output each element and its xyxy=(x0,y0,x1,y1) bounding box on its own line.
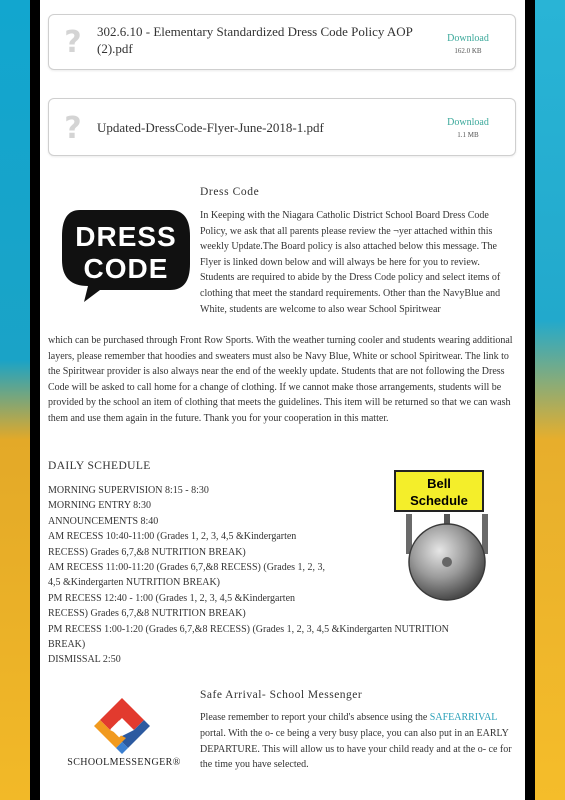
section-title-dress-code: Dress Code xyxy=(200,186,260,198)
file-attachment-card[interactable] xyxy=(48,14,516,70)
schedule-line: DISMISSAL 2:50 xyxy=(48,654,121,666)
schedule-line: AM RECESS 10:40-11:00 (Grades 1, 2, 3, 4,5 &Kindergarten xyxy=(48,531,297,543)
bell-label-line2: Schedule xyxy=(410,493,468,508)
bell-label-line1: Bell xyxy=(427,476,451,491)
schedule-line: MORNING SUPERVISION 8:15 - 8:30 xyxy=(48,485,209,496)
file-name[interactable]: 302.6.10 - Elementary Standardized Dress Code Policy AOP (2).pdf xyxy=(97,24,413,56)
file-size: 162.0 KB xyxy=(454,47,482,55)
school-messenger-wordmark: SCHOOLMESSENGER® xyxy=(67,757,181,768)
page-content xyxy=(40,0,525,800)
background-left-scene xyxy=(0,0,30,800)
download-area[interactable] xyxy=(433,117,503,141)
question-mark-icon: ? xyxy=(64,25,82,60)
dress-logo-line2: CODE xyxy=(83,253,169,284)
question-mark-icon: ? xyxy=(64,111,82,146)
schedule-line: RECESS) Grades 6,7,&8 NUTRITION BREAK) xyxy=(48,546,246,558)
download-link[interactable]: Download xyxy=(447,117,489,128)
dress-code-logo xyxy=(58,206,192,302)
dress-code-body-continued: which can be purchased through Front Row Sports. With the weather turning cooler and students wearing additional layers, please remember that hoodies and sweaters must also be Navy Blue, White or school Spiritwear. The link to the Spiritwear provider is also always near the end of the weekly update. Students that are not following the Dress Code will be asked to call home for a change of clothing. If we cannot make those arrangements, students will be provided by the school an item of clothing that meets the guidelines. This item will be returned so that we can wash them and use them again in the future. Thank you for your cooperation in this matter. xyxy=(48,335,513,424)
safe-arrival-text: Please remember to report your child's absence using the xyxy=(200,712,430,723)
safe-arrival-body xyxy=(200,710,515,773)
safe-arrival-text-continued: portal. With the o- ce being a very busy place, you can also put in an EARLY DEPARTURE. This will allow us to have your child ready and at the o- ce for the time you have selected. xyxy=(200,727,512,771)
schedule-line: 4,5 &Kindergarten NUTRITION BREAK) xyxy=(48,577,221,589)
schedule-line: AM RECESS 11:00-11:20 (Grades 6,7,&8 RECESS) (Grades 1, 2, 3, xyxy=(48,562,326,574)
section-title-safe-arrival: Safe Arrival- School Messenger xyxy=(200,689,363,701)
section-title-daily-schedule: DAILY SCHEDULE xyxy=(48,460,151,472)
file-attachment-card[interactable] xyxy=(48,98,516,156)
bell-schedule-label xyxy=(394,470,484,512)
dress-code-body: In Keeping with the Niagara Catholic District School Board Dress Code Policy, we ask that all parents please review the ¬yer attached within this weekly Update.The Board policy is also attached below this message. The Flyer is linked down below and will always be here for you to review. Students are required to abide by the Dress Code policy and select items of clothing that meet the standard requirements. Other than the NavyBlue and White, students are welcome to also wear School Spiritwear xyxy=(200,210,501,315)
schedule-line: RECESS) Grades 6,7,&8 NUTRITION BREAK) xyxy=(48,608,246,620)
schedule-line: PM RECESS 12:40 - 1:00 (Grades 1, 2, 3, 4,5 &Kindergarten xyxy=(48,592,296,604)
safearrival-link[interactable]: SAFEARRIVAL xyxy=(429,712,498,723)
download-link[interactable]: Download xyxy=(447,33,489,44)
schedule-line: ANNOUNCEMENTS 8:40 xyxy=(48,515,159,527)
download-area[interactable] xyxy=(433,33,503,57)
file-size: 1.1 MB xyxy=(457,131,479,139)
schedule-line: PM RECESS 1:00-1:20 (Grades 6,7,&8 RECESS) (Grades 1, 2, 3, 4,5 &Kindergarten NUTRITION xyxy=(48,623,449,635)
schedule-line: MORNING ENTRY 8:30 xyxy=(48,500,151,512)
dress-logo-line1: DRESS xyxy=(75,221,177,252)
file-name[interactable]: Updated-DressCode-Flyer-June-2018-1.pdf xyxy=(97,120,324,135)
schedule-line: BREAK) xyxy=(48,639,86,651)
